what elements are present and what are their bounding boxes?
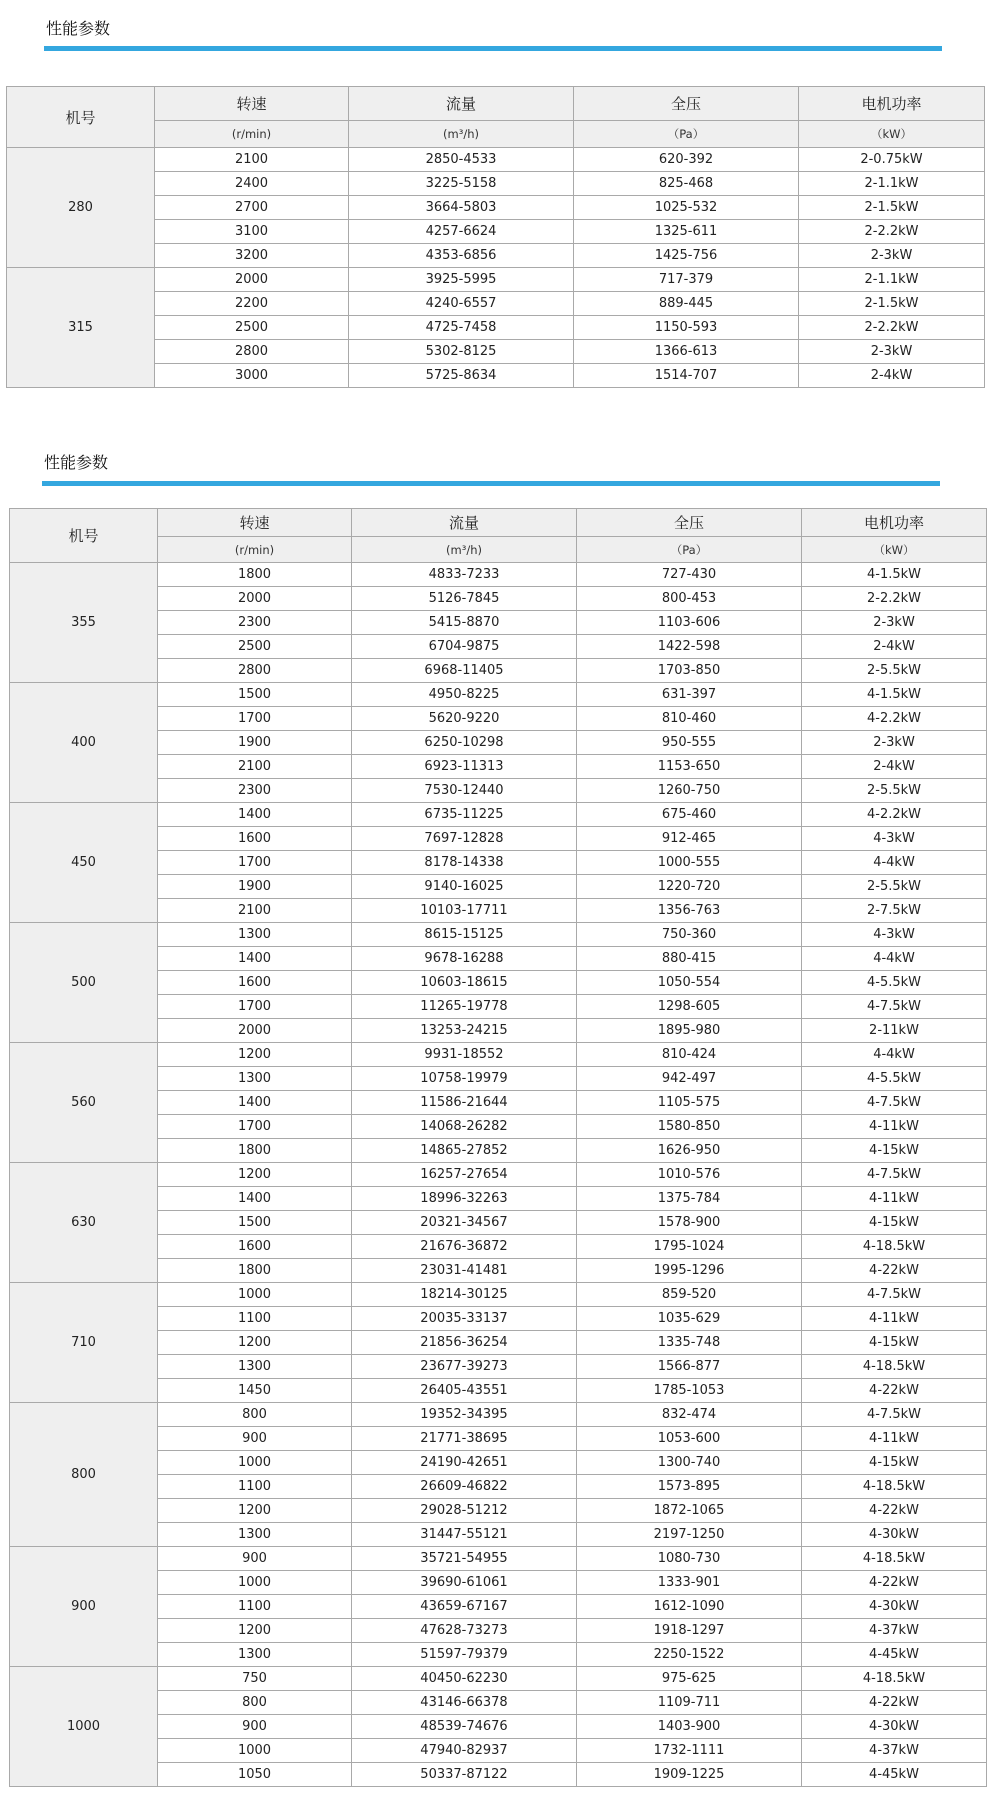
power-cell: 2-1.5kW [799,196,985,220]
header-flow: 流量 [349,87,574,121]
power-cell: 4-7.5kW [802,1091,987,1115]
power-cell: 4-37kW [802,1739,987,1763]
flow-cell: 6968-11405 [352,659,577,683]
power-cell: 4-11kW [802,1115,987,1139]
speed-cell: 1100 [158,1475,352,1499]
power-cell: 4-7.5kW [802,995,987,1019]
pressure-cell: 810-424 [577,1043,802,1067]
pressure-cell: 717-379 [574,268,799,292]
flow-cell: 40450-62230 [352,1667,577,1691]
flow-cell: 20321-34567 [352,1211,577,1235]
power-cell: 4-18.5kW [802,1235,987,1259]
flow-cell: 6250-10298 [352,731,577,755]
pressure-cell: 1150-593 [574,316,799,340]
flow-cell: 4353-6856 [349,244,574,268]
power-cell: 4-11kW [802,1187,987,1211]
flow-cell: 6735-11225 [352,803,577,827]
power-cell: 2-3kW [802,611,987,635]
pressure-cell: 1626-950 [577,1139,802,1163]
flow-cell: 3925-5995 [349,268,574,292]
power-cell: 2-7.5kW [802,899,987,923]
speed-cell: 1000 [158,1283,352,1307]
header-model: 机号 [10,509,158,563]
table-body [7,148,985,388]
speed-cell: 1900 [158,875,352,899]
power-cell: 4-11kW [802,1427,987,1451]
pressure-cell: 631-397 [577,683,802,707]
model-cell: 450 [10,803,158,923]
flow-cell: 3664-5803 [349,196,574,220]
header-flow-unit: (m³/h) [349,121,574,148]
power-cell: 2-0.75kW [799,148,985,172]
pressure-cell: 825-468 [574,172,799,196]
power-cell: 2-2.2kW [799,220,985,244]
speed-cell: 2200 [155,292,349,316]
model-cell: 400 [10,683,158,803]
table-row [10,683,987,707]
flow-cell: 4833-7233 [352,563,577,587]
flow-cell: 4257-6624 [349,220,574,244]
flow-cell: 23031-41481 [352,1259,577,1283]
pressure-cell: 859-520 [577,1283,802,1307]
speed-cell: 1300 [158,923,352,947]
flow-cell: 18996-32263 [352,1187,577,1211]
model-cell: 630 [10,1163,158,1283]
speed-cell: 1100 [158,1595,352,1619]
pressure-cell: 1298-605 [577,995,802,1019]
speed-cell: 2300 [158,779,352,803]
flow-cell: 47940-82937 [352,1739,577,1763]
speed-cell: 1300 [158,1643,352,1667]
power-cell: 4-22kW [802,1691,987,1715]
speed-cell: 1600 [158,827,352,851]
flow-cell: 7697-12828 [352,827,577,851]
speed-cell: 1450 [158,1379,352,1403]
speed-cell: 2800 [158,659,352,683]
table-row [10,1043,987,1067]
power-cell: 4-11kW [802,1307,987,1331]
flow-cell: 4240-6557 [349,292,574,316]
pressure-cell: 1103-606 [577,611,802,635]
power-cell: 4-15kW [802,1331,987,1355]
speed-cell: 2400 [155,172,349,196]
table-body [10,563,987,1787]
speed-cell: 1300 [158,1067,352,1091]
table-row [7,148,985,172]
flow-cell: 21771-38695 [352,1427,577,1451]
table-row [7,268,985,292]
pressure-cell: 1109-711 [577,1691,802,1715]
speed-cell: 1400 [158,1091,352,1115]
flow-cell: 26609-46822 [352,1475,577,1499]
flow-cell: 5725-8634 [349,364,574,388]
flow-cell: 29028-51212 [352,1499,577,1523]
section-title-underline [44,46,942,51]
speed-cell: 1300 [158,1355,352,1379]
flow-cell: 3225-5158 [349,172,574,196]
power-cell: 4-22kW [802,1259,987,1283]
power-cell: 2-2.2kW [799,316,985,340]
flow-cell: 9931-18552 [352,1043,577,1067]
pressure-cell: 942-497 [577,1067,802,1091]
power-cell: 4-7.5kW [802,1163,987,1187]
pressure-cell: 832-474 [577,1403,802,1427]
speed-cell: 1000 [158,1451,352,1475]
power-cell: 4-30kW [802,1523,987,1547]
pressure-cell: 1612-1090 [577,1595,802,1619]
section-title: 性能参数 [46,19,111,38]
table-row [10,1163,987,1187]
power-cell: 4-30kW [802,1715,987,1739]
performance-table [9,508,987,1787]
pressure-cell: 1425-756 [574,244,799,268]
flow-cell: 51597-79379 [352,1643,577,1667]
pressure-cell: 800-453 [577,587,802,611]
power-cell: 4-4kW [802,1043,987,1067]
speed-cell: 1600 [158,1235,352,1259]
pressure-cell: 1732-1111 [577,1739,802,1763]
power-cell: 4-37kW [802,1619,987,1643]
pressure-cell: 1573-895 [577,1475,802,1499]
pressure-cell: 1566-877 [577,1355,802,1379]
pressure-cell: 727-430 [577,563,802,587]
model-cell: 710 [10,1283,158,1403]
speed-cell: 2800 [155,340,349,364]
header-pressure-unit: （Pa） [574,121,799,148]
flow-cell: 18214-30125 [352,1283,577,1307]
power-cell: 2-1.5kW [799,292,985,316]
speed-cell: 1400 [158,803,352,827]
flow-cell: 8178-14338 [352,851,577,875]
power-cell: 4-15kW [802,1211,987,1235]
flow-cell: 43659-67167 [352,1595,577,1619]
power-cell: 4-3kW [802,827,987,851]
power-cell: 4-7.5kW [802,1403,987,1427]
header-speed-unit: (r/min) [158,537,352,563]
speed-cell: 2300 [158,611,352,635]
power-cell: 2-3kW [799,244,985,268]
speed-cell: 800 [158,1691,352,1715]
pressure-cell: 1422-598 [577,635,802,659]
header-model: 机号 [7,87,155,148]
power-cell: 2-4kW [802,635,987,659]
speed-cell: 1000 [158,1739,352,1763]
speed-cell: 1100 [158,1307,352,1331]
flow-cell: 7530-12440 [352,779,577,803]
flow-cell: 6704-9875 [352,635,577,659]
pressure-cell: 750-360 [577,923,802,947]
speed-cell: 1800 [158,1259,352,1283]
header-speed: 转速 [158,509,352,537]
speed-cell: 900 [158,1547,352,1571]
pressure-cell: 620-392 [574,148,799,172]
flow-cell: 5415-8870 [352,611,577,635]
flow-cell: 39690-61061 [352,1571,577,1595]
pressure-cell: 1785-1053 [577,1379,802,1403]
header-speed: 转速 [155,87,349,121]
pressure-cell: 1050-554 [577,971,802,995]
pressure-cell: 1153-650 [577,755,802,779]
flow-cell: 20035-33137 [352,1307,577,1331]
power-cell: 4-5.5kW [802,1067,987,1091]
speed-cell: 3100 [155,220,349,244]
pressure-cell: 889-445 [574,292,799,316]
speed-cell: 1500 [158,1211,352,1235]
header-power-unit: （kW） [799,121,985,148]
flow-cell: 47628-73273 [352,1619,577,1643]
section-title-underline [42,481,940,486]
table-row [10,1403,987,1427]
speed-cell: 2000 [155,268,349,292]
speed-cell: 750 [158,1667,352,1691]
power-cell: 2-2.2kW [802,587,987,611]
section-title: 性能参数 [44,453,109,472]
power-cell: 4-15kW [802,1139,987,1163]
pressure-cell: 912-465 [577,827,802,851]
power-cell: 2-11kW [802,1019,987,1043]
header-flow: 流量 [352,509,577,537]
power-cell: 2-3kW [802,731,987,755]
model-cell: 315 [7,268,155,388]
table-row [10,563,987,587]
power-cell: 4-30kW [802,1595,987,1619]
speed-cell: 1200 [158,1043,352,1067]
speed-cell: 1000 [158,1571,352,1595]
speed-cell: 2500 [155,316,349,340]
flow-cell: 10603-18615 [352,971,577,995]
speed-cell: 1050 [158,1763,352,1787]
power-cell: 2-5.5kW [802,779,987,803]
power-cell: 2-1.1kW [799,268,985,292]
pressure-cell: 675-460 [577,803,802,827]
model-cell: 355 [10,563,158,683]
power-cell: 4-1.5kW [802,563,987,587]
header-power: 电机功率 [799,87,985,121]
pressure-cell: 1895-980 [577,1019,802,1043]
power-cell: 4-15kW [802,1451,987,1475]
flow-cell: 5620-9220 [352,707,577,731]
pressure-cell: 1580-850 [577,1115,802,1139]
speed-cell: 1200 [158,1331,352,1355]
pressure-cell: 880-415 [577,947,802,971]
speed-cell: 1900 [158,731,352,755]
flow-cell: 11586-21644 [352,1091,577,1115]
header-pressure-unit: （Pa） [577,537,802,563]
flow-cell: 4725-7458 [349,316,574,340]
speed-cell: 1200 [158,1499,352,1523]
flow-cell: 35721-54955 [352,1547,577,1571]
speed-cell: 1800 [158,1139,352,1163]
speed-cell: 2100 [155,148,349,172]
pressure-cell: 1025-532 [574,196,799,220]
power-cell: 2-1.1kW [799,172,985,196]
header-flow-unit: (m³/h) [352,537,577,563]
pressure-cell: 1105-575 [577,1091,802,1115]
power-cell: 4-22kW [802,1499,987,1523]
flow-cell: 6923-11313 [352,755,577,779]
speed-cell: 2500 [158,635,352,659]
speed-cell: 2100 [158,899,352,923]
speed-cell: 1700 [158,995,352,1019]
model-cell: 560 [10,1043,158,1163]
speed-cell: 900 [158,1715,352,1739]
flow-cell: 50337-87122 [352,1763,577,1787]
table-row [10,1667,987,1691]
power-cell: 4-18.5kW [802,1355,987,1379]
flow-cell: 24190-42651 [352,1451,577,1475]
model-cell: 800 [10,1403,158,1547]
pressure-cell: 1872-1065 [577,1499,802,1523]
speed-cell: 3000 [155,364,349,388]
power-cell: 2-3kW [799,340,985,364]
flow-cell: 10103-17711 [352,899,577,923]
flow-cell: 10758-19979 [352,1067,577,1091]
flow-cell: 23677-39273 [352,1355,577,1379]
power-cell: 4-18.5kW [802,1547,987,1571]
speed-cell: 1700 [158,1115,352,1139]
power-cell: 4-18.5kW [802,1475,987,1499]
pressure-cell: 1403-900 [577,1715,802,1739]
pressure-cell: 950-555 [577,731,802,755]
flow-cell: 19352-34395 [352,1403,577,1427]
pressure-cell: 1703-850 [577,659,802,683]
pressure-cell: 1578-900 [577,1211,802,1235]
speed-cell: 1400 [158,1187,352,1211]
speed-cell: 3200 [155,244,349,268]
power-cell: 4-22kW [802,1571,987,1595]
flow-cell: 8615-15125 [352,923,577,947]
flow-cell: 48539-74676 [352,1715,577,1739]
pressure-cell: 1053-600 [577,1427,802,1451]
power-cell: 2-4kW [799,364,985,388]
power-cell: 2-4kW [802,755,987,779]
speed-cell: 2700 [155,196,349,220]
pressure-cell: 1333-901 [577,1571,802,1595]
speed-cell: 1700 [158,851,352,875]
flow-cell: 9140-16025 [352,875,577,899]
speed-cell: 800 [158,1403,352,1427]
speed-cell: 1200 [158,1619,352,1643]
power-cell: 4-45kW [802,1643,987,1667]
model-cell: 900 [10,1547,158,1667]
table-row [10,1547,987,1571]
power-cell: 4-45kW [802,1763,987,1787]
power-cell: 4-2.2kW [802,707,987,731]
power-cell: 4-4kW [802,947,987,971]
header-pressure: 全压 [574,87,799,121]
pressure-cell: 1356-763 [577,899,802,923]
flow-cell: 11265-19778 [352,995,577,1019]
model-cell: 1000 [10,1667,158,1787]
pressure-cell: 1220-720 [577,875,802,899]
flow-cell: 21676-36872 [352,1235,577,1259]
flow-cell: 26405-43551 [352,1379,577,1403]
flow-cell: 5302-8125 [349,340,574,364]
table-row [10,1283,987,1307]
pressure-cell: 1000-555 [577,851,802,875]
speed-cell: 2100 [158,755,352,779]
model-cell: 280 [7,148,155,268]
model-cell: 500 [10,923,158,1043]
pressure-cell: 1514-707 [574,364,799,388]
performance-table [6,86,985,388]
power-cell: 4-5.5kW [802,971,987,995]
power-cell: 2-5.5kW [802,659,987,683]
power-cell: 4-1.5kW [802,683,987,707]
speed-cell: 1300 [158,1523,352,1547]
pressure-cell: 1035-629 [577,1307,802,1331]
speed-cell: 1500 [158,683,352,707]
power-cell: 4-7.5kW [802,1283,987,1307]
pressure-cell: 1375-784 [577,1187,802,1211]
power-cell: 4-2.2kW [802,803,987,827]
pressure-cell: 1080-730 [577,1547,802,1571]
flow-cell: 43146-66378 [352,1691,577,1715]
flow-cell: 16257-27654 [352,1163,577,1187]
speed-cell: 1200 [158,1163,352,1187]
power-cell: 2-5.5kW [802,875,987,899]
header-power-unit: （kW） [802,537,987,563]
speed-cell: 1600 [158,971,352,995]
pressure-cell: 810-460 [577,707,802,731]
header-pressure: 全压 [577,509,802,537]
flow-cell: 5126-7845 [352,587,577,611]
speed-cell: 1700 [158,707,352,731]
pressure-cell: 1995-1296 [577,1259,802,1283]
pressure-cell: 1909-1225 [577,1763,802,1787]
flow-cell: 2850-4533 [349,148,574,172]
header-speed-unit: (r/min) [155,121,349,148]
flow-cell: 14865-27852 [352,1139,577,1163]
flow-cell: 21856-36254 [352,1331,577,1355]
power-cell: 4-4kW [802,851,987,875]
pressure-cell: 1366-613 [574,340,799,364]
flow-cell: 31447-55121 [352,1523,577,1547]
pressure-cell: 1260-750 [577,779,802,803]
pressure-cell: 1335-748 [577,1331,802,1355]
speed-cell: 1800 [158,563,352,587]
flow-cell: 9678-16288 [352,947,577,971]
power-cell: 4-3kW [802,923,987,947]
pressure-cell: 1918-1297 [577,1619,802,1643]
speed-cell: 2000 [158,1019,352,1043]
flow-cell: 14068-26282 [352,1115,577,1139]
speed-cell: 2000 [158,587,352,611]
header-power: 电机功率 [802,509,987,537]
pressure-cell: 1795-1024 [577,1235,802,1259]
speed-cell: 1400 [158,947,352,971]
table-row [10,923,987,947]
power-cell: 4-18.5kW [802,1667,987,1691]
pressure-cell: 1325-611 [574,220,799,244]
pressure-cell: 1010-576 [577,1163,802,1187]
table-row [10,803,987,827]
pressure-cell: 2250-1522 [577,1643,802,1667]
pressure-cell: 975-625 [577,1667,802,1691]
speed-cell: 900 [158,1427,352,1451]
pressure-cell: 2197-1250 [577,1523,802,1547]
flow-cell: 4950-8225 [352,683,577,707]
pressure-cell: 1300-740 [577,1451,802,1475]
flow-cell: 13253-24215 [352,1019,577,1043]
power-cell: 4-22kW [802,1379,987,1403]
